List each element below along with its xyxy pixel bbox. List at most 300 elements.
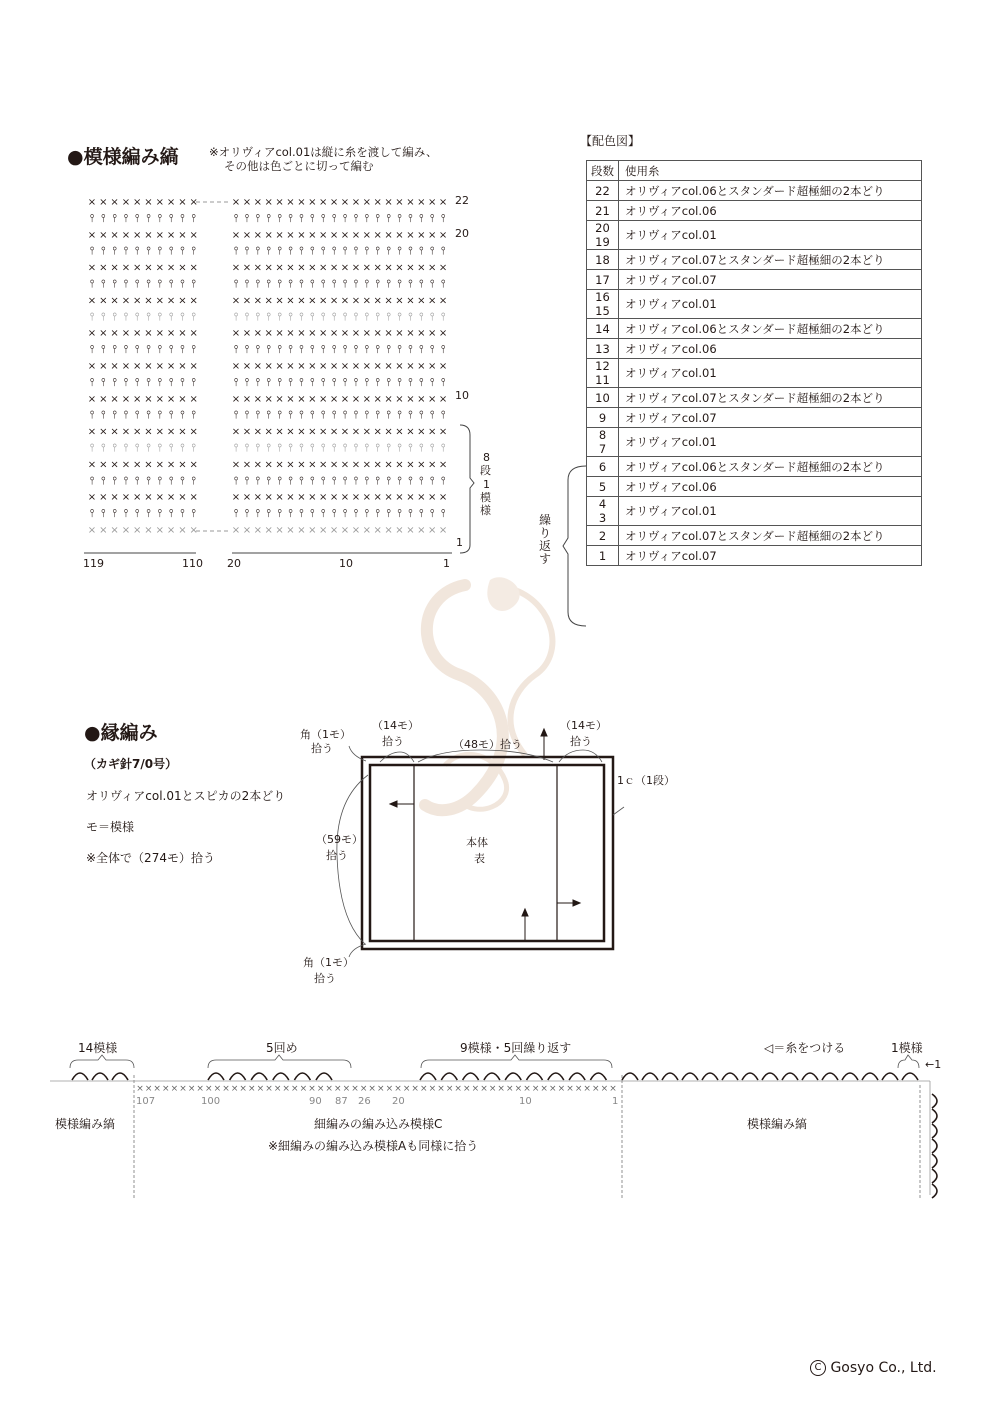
stitch-symbol: ⫯: [168, 211, 174, 225]
stitch-symbol: ×: [121, 295, 131, 307]
edge-section-left: 模様編み縞: [55, 1117, 116, 1131]
stitch-symbol: ⫯: [100, 277, 106, 290]
stitch-symbol: ×: [99, 328, 108, 340]
stitch-symbol: ⫯: [309, 244, 315, 258]
stitch-symbol: ×: [319, 525, 328, 536]
stitch-symbol: ×: [406, 328, 415, 340]
stitch-symbol: ×: [87, 492, 97, 504]
stitch-symbol: ×: [373, 295, 382, 307]
edge-scallop: [642, 1073, 658, 1080]
stitch-symbol: ⫯: [277, 441, 282, 454]
stitch-symbol: ⫯: [320, 473, 326, 487]
stitch-symbol: ×: [417, 525, 426, 536]
stitch-symbol: ⫯: [418, 277, 424, 290]
stitch-symbol: ×: [121, 525, 131, 536]
stitch-symbol: ⫯: [299, 408, 304, 422]
stitch-symbol: ×: [362, 525, 371, 536]
stitch-symbol: ⫯: [89, 309, 95, 323]
edge-x-symbol: ×: [445, 1084, 454, 1094]
stitch-symbol: ×: [166, 525, 176, 536]
stitch-symbol: ⫯: [112, 244, 117, 258]
edge-x-symbol: ×: [557, 1084, 566, 1094]
stitch-symbol: ×: [242, 459, 252, 471]
stitch-symbol: ×: [155, 361, 164, 372]
stitch-symbol: ⫯: [353, 277, 359, 290]
stitch-symbol: ⫯: [375, 408, 381, 422]
stitch-symbol: ⫯: [255, 277, 261, 290]
stitch-symbol: ⫯: [353, 211, 359, 225]
stitch-symbol: ×: [242, 262, 252, 274]
stitch-symbol: ×: [373, 262, 382, 274]
stitch-symbol: ×: [155, 229, 164, 241]
stitch-symbol: ⫯: [331, 309, 337, 323]
copyright-icon: C: [810, 1360, 826, 1376]
stitch-symbol: ⫯: [123, 309, 129, 323]
stitch-symbol: ⫯: [157, 309, 163, 323]
stitch-symbol: ×: [87, 361, 97, 372]
stitch-symbol: ×: [275, 361, 284, 372]
stitch-symbol: ⫯: [123, 342, 129, 356]
edge-brackets: [70, 1055, 919, 1068]
stitch-symbol: ⫯: [89, 277, 95, 290]
stitch-symbol: ×: [373, 361, 382, 372]
edge-num-90: 90: [309, 1096, 322, 1107]
edge-section-mid: 細編みの編み込み模様C: [314, 1117, 443, 1131]
stitch-symbol: ×: [308, 361, 317, 372]
stitch-symbol: ×: [319, 197, 328, 208]
stitch-symbol: ×: [264, 426, 273, 438]
stitch-symbol: ×: [384, 492, 393, 504]
edge-scallop: [682, 1073, 698, 1080]
row-number-cell: 18: [587, 250, 619, 270]
edge-x-symbol: ×: [377, 1084, 385, 1094]
stitch-symbol: ⫯: [418, 211, 424, 225]
stitch-symbol: ⫯: [266, 506, 272, 520]
stitch-symbol: ×: [362, 197, 371, 208]
edge-x-symbol: ×: [222, 1084, 230, 1094]
stitch-symbol: ⫯: [320, 441, 326, 454]
stitch-symbol: ×: [373, 426, 382, 438]
stitch-symbol: ⫯: [375, 211, 381, 225]
stitch-symbol: ×: [155, 197, 164, 208]
stitch-symbol: ×: [253, 295, 262, 307]
stitch-symbol: ×: [264, 459, 273, 471]
edge-scallop: [822, 1073, 838, 1080]
stitch-symbol: ×: [395, 197, 404, 208]
stitch-symbol: ×: [133, 492, 142, 504]
edge-x-symbol: ×: [239, 1084, 247, 1094]
stitch-symbol: ×: [351, 361, 361, 372]
yarn-cell: オリヴィアcol.01: [619, 221, 922, 250]
edge-label-attach: ◁＝糸をつける: [764, 1041, 846, 1055]
stitch-symbol: ×: [340, 295, 350, 307]
stitch-symbol: ⫯: [244, 277, 250, 290]
stitch-symbol: ×: [99, 459, 108, 471]
stitch-symbol: ×: [319, 361, 328, 372]
stitch-symbol: ×: [253, 426, 262, 438]
stitch-symbol: ×: [242, 426, 252, 438]
stitch-symbol: ⫯: [408, 309, 413, 323]
stitch-symbol: ⫯: [277, 277, 282, 290]
stitch-symbol: ×: [99, 295, 108, 307]
stitch-symbol: ⫯: [255, 441, 261, 454]
edge-section-right: 模様編み縞: [747, 1117, 808, 1131]
stitch-symbol: ×: [395, 361, 404, 372]
yarn-cell: オリヴィアcol.01: [619, 290, 922, 319]
stitch-symbol: ⫯: [375, 375, 381, 389]
stitch-symbol: ⫯: [418, 506, 424, 520]
row-number-cell: 13: [587, 339, 619, 359]
stitch-symbol: ×: [166, 328, 176, 340]
edge-x-symbol: ×: [471, 1084, 480, 1094]
edge-x-symbol: ×: [488, 1084, 497, 1094]
stitch-symbol: ×: [406, 262, 415, 274]
stitch-symbol: ×: [189, 328, 198, 340]
stitch-symbol: ×: [329, 197, 339, 208]
edge-x-symbol: ×: [299, 1084, 308, 1094]
edge-scallop: [316, 1073, 332, 1080]
stitch-symbol: ×: [264, 492, 273, 504]
stitch-symbol: ×: [231, 492, 241, 504]
stitch-symbol: ⫯: [440, 244, 446, 258]
border-title: ●縁編み: [84, 722, 158, 744]
stitch-symbol: ⫯: [342, 375, 348, 389]
stitch-symbol: ×: [155, 393, 164, 405]
edge-scallop: [842, 1073, 858, 1080]
stitch-symbol: ⫯: [364, 506, 370, 520]
stitch-symbol: ⫯: [375, 244, 381, 258]
stitch-symbol: ⫯: [320, 211, 326, 225]
corner-bottom-2: 拾う: [314, 972, 336, 985]
stitch-symbol: ×: [178, 229, 187, 241]
border-hook: （カギ針7/0号）: [84, 757, 178, 771]
stitch-symbol: ×: [87, 426, 97, 438]
stitch-symbol: ×: [155, 492, 164, 504]
stitch-symbol: ⫯: [100, 211, 106, 225]
stitch-symbol: ⫯: [134, 375, 140, 389]
border-total: ※全体で（274モ）拾う: [86, 851, 215, 865]
stitch-symbol: ×: [428, 197, 437, 208]
edge-x-symbol: ×: [230, 1084, 239, 1094]
stitch-symbol: ⫯: [277, 244, 282, 258]
stitch-symbol: ⫯: [180, 244, 185, 258]
edge-x-symbol: ×: [600, 1084, 609, 1094]
stitch-symbol: ⫯: [320, 244, 326, 258]
stitch-symbol: ×: [406, 197, 415, 208]
pattern-note-1: ※オリヴィアcol.01は縦に糸を渡して編み、: [209, 145, 438, 159]
edge-scallop: [762, 1073, 778, 1080]
stitch-symbol: ×: [417, 295, 426, 307]
edge-side-scallop: [932, 1124, 937, 1138]
stitch-symbol: ⫯: [418, 408, 424, 422]
pattern-note-2: その他は色ごとに切って編む: [224, 159, 374, 173]
stitch-symbol: ⫯: [255, 408, 261, 422]
stitch-symbol: ×: [231, 229, 241, 241]
stitch-symbol: ⫯: [408, 244, 413, 258]
stitch-symbol: ⫯: [440, 506, 446, 520]
yarn-cell: オリヴィアcol.07: [619, 408, 922, 428]
stitch-symbol: ⫯: [331, 473, 337, 487]
stitch-symbol: ⫯: [89, 473, 95, 487]
stitch-symbol: ⫯: [429, 211, 435, 225]
stitch-symbol: ⫯: [146, 277, 151, 290]
row-number-cell: 14: [587, 319, 619, 339]
edge-x-symbol: ×: [549, 1084, 557, 1094]
stitch-symbol: ⫯: [353, 309, 359, 323]
stitch-symbol: ×: [438, 426, 448, 438]
stitch-symbol: ⫯: [309, 375, 315, 389]
stitch-symbol: ⫯: [440, 375, 446, 389]
stitch-symbol: ×: [340, 459, 350, 471]
stitch-symbol: ×: [395, 328, 404, 340]
top-right-2: 拾う: [570, 735, 592, 748]
stitch-symbol: ×: [110, 295, 119, 307]
stitch-symbol: ⫯: [157, 277, 163, 290]
stitch-symbol: ⫯: [418, 473, 424, 487]
stitch-symbol: ×: [166, 492, 176, 504]
stitch-symbol: ⫯: [288, 211, 293, 225]
stitch-symbol: ⫯: [288, 441, 293, 454]
stitch-symbol: ⫯: [100, 375, 106, 389]
stitch-symbol: ⫯: [191, 211, 197, 225]
repeat-label-4: 模: [480, 491, 491, 504]
stitch-symbol: ×: [155, 459, 164, 471]
stitch-symbol: ×: [264, 525, 273, 536]
edge-scallop: [420, 1073, 436, 1080]
stitch-symbol: ×: [264, 262, 273, 274]
stitch-symbol: ⫯: [342, 506, 348, 520]
stitch-symbol: ⫯: [134, 244, 140, 258]
stitch-symbol: ⫯: [299, 244, 304, 258]
stitch-symbol: ×: [362, 492, 371, 504]
stitch-symbol: ×: [297, 197, 306, 208]
stitch-symbol: ⫯: [233, 342, 239, 356]
stitch-symbol: ⫯: [191, 277, 197, 290]
edge-x-symbol: ×: [394, 1084, 402, 1094]
stitch-symbol: ⫯: [244, 473, 250, 487]
stitch-symbol: ⫯: [386, 277, 391, 290]
stitch-symbol: ×: [384, 197, 393, 208]
stitch-symbol: ×: [253, 328, 262, 340]
stitch-symbol: ×: [110, 426, 119, 438]
stitch-symbol: ×: [144, 229, 153, 241]
stitch-symbol: ×: [297, 361, 306, 372]
edge-x-symbol: ×: [359, 1084, 368, 1094]
stitch-symbol: ×: [242, 328, 252, 340]
color-chart-title: 【配色図】: [580, 134, 641, 148]
stitch-symbol: ⫯: [408, 441, 413, 454]
stitch-symbol: ×: [155, 328, 164, 340]
stitch-symbol: ⫯: [309, 506, 315, 520]
border-legend: モ＝模様: [86, 820, 135, 834]
stitch-symbol: ×: [110, 492, 119, 504]
stitch-symbol: ×: [242, 229, 252, 241]
stitch-symbol: ×: [253, 525, 262, 536]
stitch-symbol: ×: [178, 492, 187, 504]
stitch-symbol: ⫯: [288, 277, 293, 290]
stitch-symbol: ⫯: [146, 408, 151, 422]
stitch-symbol: ×: [264, 197, 273, 208]
edge-x-symbol: ×: [411, 1084, 419, 1094]
stitch-symbol: ⫯: [168, 277, 174, 290]
stitch-symbol: ×: [351, 525, 361, 536]
edge-scallop: [782, 1073, 798, 1080]
stitch-symbol: ×: [406, 393, 415, 405]
stitch-symbol: ×: [351, 262, 361, 274]
stitch-symbol: ⫯: [375, 342, 381, 356]
stitch-symbol: ⫯: [255, 506, 261, 520]
stitch-symbol: ⫯: [418, 244, 424, 258]
stitch-symbol: ⫯: [342, 309, 348, 323]
stitch-symbol: ⫯: [386, 441, 391, 454]
stitch-symbol: ×: [351, 328, 361, 340]
edge-x-symbol: ×: [291, 1084, 299, 1094]
edge-x-symbol: ×: [342, 1084, 351, 1094]
edge-num-20: 20: [392, 1096, 405, 1107]
stitch-symbol: ×: [99, 525, 108, 536]
row-number-cell: 4 3: [587, 497, 619, 526]
stitch-symbol: ⫯: [277, 342, 282, 356]
stitch-label-1: 1: [443, 557, 450, 570]
edge-num-10: 10: [519, 1096, 532, 1107]
stitch-symbol: ×: [297, 328, 306, 340]
yarn-cell: オリヴィアcol.01: [619, 359, 922, 388]
stitch-symbol: ⫯: [397, 408, 402, 422]
stitch-symbol: ×: [329, 361, 339, 372]
stitch-symbol: ×: [253, 492, 262, 504]
stitch-symbol: ×: [384, 459, 393, 471]
stitch-symbol: ⫯: [266, 244, 272, 258]
stitch-symbol: ⫯: [408, 473, 413, 487]
edge-scallop: [72, 1073, 88, 1080]
stitch-symbol: ×: [286, 393, 295, 405]
yarn-cell: オリヴィアcol.06とスタンダード超極細の2本どり: [619, 181, 922, 201]
stitch-symbol: ×: [155, 525, 164, 536]
stitch-symbol: ⫯: [157, 441, 163, 454]
stitch-symbol: ×: [340, 361, 350, 372]
stitch-symbol: ×: [438, 361, 448, 372]
stitch-symbol: ⫯: [331, 506, 337, 520]
stitch-symbol: ×: [121, 229, 131, 241]
stitch-symbol: ⫯: [364, 309, 370, 323]
stitch-symbol: ×: [329, 459, 339, 471]
stitch-symbol: ⫯: [320, 342, 326, 356]
edge-side-scallop: [932, 1154, 937, 1168]
edge-x-symbol: ×: [514, 1084, 523, 1094]
stitch-label-10: 10: [339, 557, 353, 570]
stitch-symbol: ×: [166, 426, 176, 438]
stitch-symbol: ×: [351, 197, 361, 208]
stitch-symbol: ⫯: [180, 309, 185, 323]
stitch-symbol: ×: [417, 328, 426, 340]
stitch-symbol: ⫯: [440, 441, 446, 454]
stitch-symbol: ⫯: [266, 375, 272, 389]
stitch-symbol: ×: [351, 295, 361, 307]
stitch-symbol: ×: [351, 229, 361, 241]
stitch-symbol: ×: [384, 525, 393, 536]
stitch-symbol: ⫯: [440, 408, 446, 422]
stitch-symbol: ×: [395, 262, 404, 274]
yarn-cell: オリヴィアcol.07とスタンダード超極細の2本どり: [619, 526, 922, 546]
stitch-symbol: ⫯: [440, 473, 446, 487]
stitch-symbol: ×: [351, 492, 361, 504]
stitch-symbol: ×: [286, 492, 295, 504]
edge-scallop: [902, 1073, 918, 1080]
edge-x-symbol: ×: [170, 1084, 179, 1094]
edge-arrow-label: ←1: [925, 1058, 942, 1071]
stitch-symbol: ×: [121, 361, 131, 372]
stitch-symbol: ⫯: [309, 309, 315, 323]
stitch-symbol: ⫯: [397, 506, 402, 520]
stitch-symbol: ×: [242, 361, 252, 372]
repeat-label-1: 8: [483, 451, 490, 464]
edge-x-symbol: ×: [265, 1084, 273, 1094]
stitch-symbol: ×: [395, 492, 404, 504]
stitch-symbol: ⫯: [397, 375, 402, 389]
stitch-symbol: ×: [242, 295, 252, 307]
stitch-symbol: ⫯: [100, 309, 106, 323]
stitch-symbol: ×: [166, 295, 176, 307]
edge-side-scallop: [932, 1184, 937, 1198]
stitch-symbol: ×: [308, 426, 317, 438]
stitch-symbol: ×: [264, 361, 273, 372]
row-number-cell: 9: [587, 408, 619, 428]
stitch-symbol: ⫯: [277, 473, 282, 487]
stitch-symbol: ×: [110, 262, 119, 274]
stitch-symbol: ⫯: [386, 375, 391, 389]
row-number-cell: 12 11: [587, 359, 619, 388]
stitch-symbol: ⫯: [266, 408, 272, 422]
corner-top-1: 角（1モ）: [300, 728, 351, 741]
stitch-symbol: ×: [351, 393, 361, 405]
stitch-symbol: ⫯: [353, 244, 359, 258]
stitch-symbol: ×: [373, 492, 382, 504]
stitch-symbol: ⫯: [157, 375, 163, 389]
stitch-symbol: ⫯: [244, 309, 250, 323]
stitch-symbol: ⫯: [353, 375, 359, 389]
stitch-symbol: ⫯: [255, 309, 261, 323]
stitch-symbol: ⫯: [429, 408, 435, 422]
yarn-cell: オリヴィアcol.07とスタンダード超極細の2本どり: [619, 250, 922, 270]
stitch-symbol: ⫯: [309, 441, 315, 454]
stitch-symbol: ×: [417, 229, 426, 241]
yarn-cell: オリヴィアcol.01: [619, 497, 922, 526]
edge-label: 1ｃ（1段）: [617, 774, 675, 787]
stitch-symbol: ⫯: [134, 506, 140, 520]
stitch-symbol: ×: [189, 295, 198, 307]
stitch-symbol: ⫯: [440, 342, 446, 356]
stitch-symbol: ⫯: [123, 244, 129, 258]
stitch-symbol: ×: [121, 426, 131, 438]
stitch-symbol: ×: [178, 361, 187, 372]
stitch-symbol: ⫯: [123, 408, 129, 422]
yarn-cell: オリヴィアcol.07: [619, 270, 922, 290]
stitch-symbol: ×: [362, 262, 371, 274]
stitch-symbol: ⫯: [408, 408, 413, 422]
edge-scallop: [722, 1073, 738, 1080]
stitch-symbol: ×: [340, 492, 350, 504]
row-label-22: 22: [455, 194, 469, 207]
stitch-symbol: ×: [231, 262, 241, 274]
edge-x-symbol: ×: [153, 1084, 161, 1094]
stitch-symbol: ×: [438, 393, 448, 405]
stitch-symbol: ⫯: [168, 309, 174, 323]
stitch-symbol: ×: [428, 295, 437, 307]
edge-x-symbol: ×: [308, 1084, 316, 1094]
stitch-symbol: ⫯: [233, 309, 239, 323]
edge-x-symbol: ×: [531, 1084, 540, 1094]
stitch-symbol: ⫯: [123, 277, 129, 290]
